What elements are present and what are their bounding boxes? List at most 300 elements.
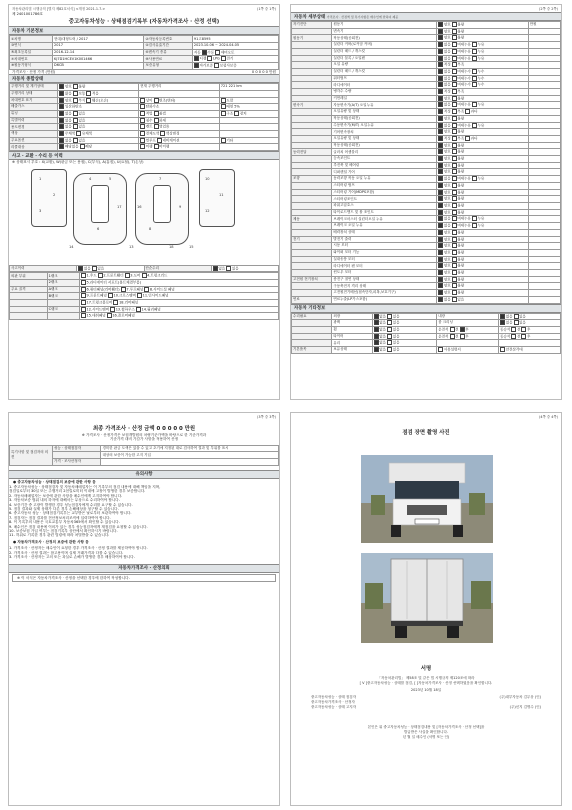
table-row bbox=[292, 243, 561, 250]
unchecked-box-icon bbox=[140, 104, 145, 109]
item-status: 양호 불량 bbox=[437, 95, 528, 102]
checked-box-icon bbox=[59, 84, 64, 89]
unchecked-box-icon bbox=[140, 131, 145, 136]
table-row bbox=[292, 109, 561, 116]
checked-box-icon bbox=[438, 196, 443, 201]
panel-rank: 2랭크 bbox=[47, 279, 79, 286]
checked-box-icon bbox=[438, 169, 443, 174]
item-label: 윈도우 모터 bbox=[332, 270, 437, 277]
notice-line: 6. 중고자동차 성능 · 상태점검기록부는 교부받은 날로부터 보관하여야 합니다. bbox=[9, 511, 132, 516]
panel-number: 2 bbox=[53, 192, 56, 197]
unchecked-box-icon bbox=[215, 50, 220, 55]
unchecked-box-icon bbox=[452, 22, 457, 27]
price-col bbox=[528, 176, 560, 183]
item-status: 없음 미세누유 누유 bbox=[437, 55, 528, 62]
checked-box-icon bbox=[438, 297, 443, 302]
item-status: 적정 부족 과다 bbox=[437, 135, 528, 142]
unchecked-box-icon bbox=[452, 277, 457, 282]
item-extra bbox=[219, 117, 278, 124]
unchecked-box-icon bbox=[73, 118, 78, 123]
item-detail: 전체도색 색상변경 bbox=[139, 131, 220, 138]
unchecked-box-icon bbox=[452, 29, 457, 34]
item-detail: 내장 bbox=[437, 313, 499, 320]
checked-box-icon bbox=[438, 210, 443, 215]
checked-box-icon bbox=[438, 62, 443, 67]
price-col bbox=[528, 48, 560, 55]
item-status: 없음 미세누유 누유 bbox=[437, 176, 528, 183]
panel-number: 1 bbox=[39, 176, 42, 181]
item-detail: 상이 변조(변타) bbox=[139, 97, 220, 104]
panel-number: 9 bbox=[179, 204, 182, 209]
overall-status-table bbox=[9, 83, 279, 151]
panel-number: 18 bbox=[169, 244, 174, 249]
item-extra bbox=[219, 131, 278, 138]
detail-status-note: 가격조사 · 산정액 및 특기사항은 매수인에 한하여 제공 bbox=[326, 14, 399, 19]
price-col bbox=[528, 75, 560, 82]
table-row bbox=[292, 95, 561, 102]
price-col bbox=[528, 223, 560, 230]
table-row bbox=[292, 189, 561, 196]
item-label: 발전기 출력 bbox=[332, 236, 437, 243]
item-status: 없음 미세누유 누유 bbox=[437, 216, 528, 223]
notice-title: ● 중고자동차성능 · 상태점검의 보증에 관한 사항 등 bbox=[13, 479, 96, 484]
unchecked-box-icon bbox=[452, 156, 457, 161]
table-row bbox=[10, 144, 279, 151]
table-row bbox=[292, 326, 561, 333]
role-value bbox=[101, 459, 279, 466]
field-value: 자가보증 보험사보증 bbox=[192, 63, 278, 70]
page-count: (4쪽 중 4쪽) bbox=[539, 415, 558, 419]
item-status: 없음 미세누유 누유 bbox=[437, 102, 528, 109]
item-label: 스티어링 펌프 bbox=[332, 182, 437, 189]
item-label: 실린더 커버(로커암 커버) bbox=[332, 42, 437, 49]
unchecked-box-icon bbox=[154, 124, 159, 129]
checked-box-icon bbox=[59, 131, 64, 136]
unchecked-box-icon bbox=[452, 82, 457, 87]
table-row bbox=[292, 276, 561, 283]
accident-legend-table bbox=[9, 265, 279, 273]
table-row bbox=[292, 129, 561, 136]
price-col bbox=[528, 283, 560, 290]
device-group bbox=[292, 256, 332, 263]
item-label: 라디에이터 bbox=[332, 82, 437, 89]
panel-group: 외판 부위 bbox=[10, 273, 48, 280]
basic-info-table bbox=[9, 35, 279, 69]
item-label: 브레이크 오일 누유 bbox=[332, 223, 437, 230]
device-group bbox=[292, 283, 332, 290]
unchecked-box-icon bbox=[452, 216, 457, 221]
confirm-line: 발급받은 사실을 확인합니다. bbox=[404, 729, 448, 734]
field-value: 자동 수동 세미오토 bbox=[192, 49, 278, 56]
item-detail: 이행 미이행 bbox=[139, 144, 220, 151]
panel-number: 8 bbox=[149, 226, 152, 231]
group-label: 기본품목 bbox=[292, 347, 332, 354]
table-row bbox=[292, 290, 561, 297]
device-group bbox=[292, 89, 332, 96]
unchecked-box-icon bbox=[142, 273, 147, 278]
item-label: 용도변경 bbox=[10, 124, 58, 131]
table-row bbox=[10, 84, 279, 91]
unchecked-box-icon bbox=[465, 109, 470, 114]
item-detail: 탄화수소 bbox=[139, 104, 220, 111]
table-row bbox=[292, 182, 561, 189]
field-value: 2023.10.06 ~ 2024.04.05 bbox=[192, 43, 278, 50]
detail-status-bar bbox=[291, 12, 561, 21]
item-extra: 기타 bbox=[219, 137, 278, 144]
unchecked-box-icon bbox=[452, 210, 457, 215]
device-group bbox=[292, 209, 332, 216]
unchecked-box-icon bbox=[214, 63, 219, 68]
checked-box-icon bbox=[500, 314, 505, 319]
item-label: 실내송풍 모터 bbox=[332, 256, 437, 263]
table-row bbox=[292, 209, 561, 216]
unchecked-box-icon bbox=[452, 123, 457, 128]
price-col bbox=[528, 28, 560, 35]
checked-box-icon bbox=[374, 320, 379, 325]
unchecked-box-icon bbox=[221, 56, 226, 61]
device-group: 전기 bbox=[292, 236, 332, 243]
item-label: 색상 bbox=[10, 131, 58, 138]
unchecked-box-icon bbox=[450, 327, 455, 332]
unchecked-box-icon bbox=[125, 273, 130, 278]
device-group bbox=[292, 28, 332, 35]
unchecked-box-icon bbox=[140, 111, 145, 116]
item-label: 타이로드엔드 및 볼 조인트 bbox=[332, 209, 437, 216]
price-sub-line: ※ 가격조사 · 산정가격은 보험개발원의 차량기준가액을 바탕으로 한 기준가격과 bbox=[81, 433, 207, 437]
checked-box-icon bbox=[438, 129, 443, 134]
unchecked-box-icon bbox=[73, 111, 78, 116]
special-notes-table bbox=[9, 445, 279, 466]
unchecked-box-icon bbox=[110, 307, 115, 312]
device-group: 자기진단 bbox=[292, 22, 332, 29]
device-group bbox=[292, 223, 332, 230]
panel-group bbox=[10, 279, 48, 286]
notice2-title: ● 자동차가격조사 · 산정의 보증에 관한 사항 등 bbox=[13, 539, 89, 544]
checked-box-icon bbox=[438, 183, 443, 188]
panel-number: 16 bbox=[137, 204, 142, 209]
panel-rank bbox=[47, 300, 79, 307]
checked-box-icon bbox=[460, 327, 465, 332]
item-label: 클러치 어셈블리 bbox=[332, 149, 437, 156]
price-col bbox=[528, 229, 560, 236]
unchecked-box-icon bbox=[387, 340, 392, 345]
checked-box-icon bbox=[438, 149, 443, 154]
vehicle-diagram bbox=[9, 165, 279, 265]
table-row bbox=[292, 55, 561, 62]
device-group bbox=[292, 122, 332, 129]
unchecked-box-icon bbox=[472, 123, 477, 128]
table-row bbox=[10, 43, 279, 50]
unchecked-box-icon bbox=[511, 334, 516, 339]
unchecked-box-icon bbox=[73, 91, 78, 96]
price-col bbox=[528, 102, 560, 109]
item-extra: 없음 있음 bbox=[499, 313, 561, 320]
checked-box-icon bbox=[438, 96, 443, 101]
notice-line: 점검일로부터 30일 또는 주행거리 2천킬로미터 이내에 고장이 발생한 경우 보증합니다. bbox=[9, 489, 146, 494]
table-row bbox=[10, 445, 279, 452]
item-label: 동력조향 작동 오일 누유 bbox=[332, 176, 437, 183]
item-label: 특별이력 bbox=[10, 117, 58, 124]
checked-box-icon bbox=[213, 266, 218, 271]
signer-role: 중고자동차가격조사 · 산정자 bbox=[311, 700, 355, 705]
legend-value: 없음 있음 bbox=[77, 265, 144, 272]
unchecked-box-icon bbox=[81, 273, 86, 278]
table-row bbox=[292, 89, 561, 96]
table-row bbox=[10, 90, 279, 97]
device-group bbox=[292, 169, 332, 176]
item-label: 주행거리 상태 bbox=[10, 90, 58, 97]
item-detail: 운전석 전 후 bbox=[437, 333, 499, 340]
device-group bbox=[292, 243, 332, 250]
notice-line: 5. 점검 결과와 실제 상태가 다른 경우 손해배상을 청구할 수 있습니다. bbox=[9, 507, 119, 512]
item-label: 외장 bbox=[332, 313, 372, 320]
panel-table bbox=[9, 272, 279, 320]
price-col bbox=[528, 249, 560, 256]
table-row bbox=[10, 313, 279, 320]
item-status: 양호 불량 bbox=[437, 256, 528, 263]
unchecked-box-icon bbox=[140, 98, 145, 103]
panel-number: 11 bbox=[219, 192, 224, 197]
price-col bbox=[528, 243, 560, 250]
signer-role: 중고자동차성능 · 상태 점검자 bbox=[311, 695, 357, 700]
role-label: 가격 · 조사산정자 bbox=[53, 459, 101, 466]
unchecked-box-icon bbox=[144, 287, 149, 292]
unchecked-box-icon bbox=[387, 334, 392, 339]
role-label bbox=[53, 452, 101, 459]
panel-number: 14 bbox=[69, 244, 74, 249]
device-group bbox=[292, 109, 332, 116]
item-extra: 안전삼각대 bbox=[499, 347, 561, 354]
unchecked-box-icon bbox=[73, 84, 78, 89]
item-status: 양호 불량 bbox=[437, 236, 528, 243]
unchecked-box-icon bbox=[136, 307, 141, 312]
overall-status-bar: 자동차 종합상태 bbox=[9, 74, 279, 83]
item-status: 없음 있음 bbox=[372, 347, 437, 354]
unchecked-box-icon bbox=[387, 320, 392, 325]
field-label: ⑨원동기형식 bbox=[10, 63, 53, 70]
unchecked-box-icon bbox=[81, 287, 86, 292]
unchecked-box-icon bbox=[81, 313, 86, 318]
field-label: ③연식 bbox=[10, 43, 53, 50]
unchecked-box-icon bbox=[472, 82, 477, 87]
item-status: 양호 불량 bbox=[437, 28, 528, 35]
panel-rank: B랭크 bbox=[47, 293, 79, 300]
page-count: (1쪽 중 1쪽) bbox=[257, 7, 276, 11]
table-row bbox=[292, 149, 561, 156]
item-label: 추진축 및 베어링 bbox=[332, 162, 437, 169]
item-status: 없음 있음 bbox=[58, 137, 139, 144]
checked-box-icon bbox=[59, 118, 64, 123]
item-extra: 동승석 전 후 bbox=[499, 333, 561, 340]
page-header bbox=[9, 413, 279, 420]
checked-box-icon bbox=[500, 320, 505, 325]
checked-box-icon bbox=[374, 327, 379, 332]
panel-group bbox=[10, 313, 48, 320]
item-status: 없음 있음 bbox=[372, 313, 437, 320]
item-detail: 현재 주행거리 bbox=[139, 84, 220, 91]
table-row bbox=[10, 49, 279, 56]
page-title: 중고자동차성능 · 상태점검기록부 (자동차가격조사 · 산정 선택) bbox=[68, 19, 220, 26]
table-row bbox=[292, 202, 561, 209]
table-row bbox=[10, 97, 279, 104]
unchecked-box-icon bbox=[521, 327, 526, 332]
device-group bbox=[292, 115, 332, 122]
unchecked-box-icon bbox=[81, 307, 86, 312]
checked-box-icon bbox=[59, 138, 64, 143]
device-group: 고전원 전기장치 bbox=[292, 276, 332, 283]
table-row bbox=[10, 293, 279, 300]
unchecked-box-icon bbox=[452, 109, 457, 114]
legend-label: 단순수리 bbox=[144, 265, 211, 272]
item-status: 양호 불량 bbox=[437, 263, 528, 270]
panel-items: 17.트렁크플로어 18.리어패널 bbox=[79, 300, 278, 307]
checked-box-icon bbox=[59, 144, 64, 149]
checked-box-icon bbox=[438, 176, 443, 181]
table-row bbox=[10, 131, 279, 138]
checked-box-icon bbox=[438, 123, 443, 128]
price-col: 만원 bbox=[528, 22, 560, 29]
unchecked-box-icon bbox=[472, 76, 477, 81]
checked-box-icon bbox=[59, 98, 64, 103]
item-label: 등속조인트 bbox=[332, 156, 437, 163]
device-group bbox=[292, 75, 332, 82]
price-col bbox=[528, 296, 560, 303]
panel-rank: C랭크 bbox=[47, 306, 79, 313]
checked-box-icon bbox=[438, 277, 443, 282]
item-label: 스티어링조인트 bbox=[332, 196, 437, 203]
table-row bbox=[292, 162, 561, 169]
price-col bbox=[528, 42, 560, 49]
checked-box-icon bbox=[438, 257, 443, 262]
item-label: 작동상태(공회전) bbox=[332, 115, 437, 122]
unchecked-box-icon bbox=[81, 293, 86, 298]
table-row bbox=[292, 62, 561, 69]
unchecked-box-icon bbox=[157, 138, 162, 143]
item-status: 없음 미세누유 누유 bbox=[437, 223, 528, 230]
checked-box-icon bbox=[438, 243, 443, 248]
item-label: 주행거리 및 계기상태 bbox=[10, 84, 58, 91]
unchecked-box-icon bbox=[92, 266, 97, 271]
device-group bbox=[292, 196, 332, 203]
checked-box-icon bbox=[194, 56, 199, 61]
checked-box-icon bbox=[438, 136, 443, 141]
page-2-detail-status bbox=[290, 4, 562, 400]
table-row bbox=[292, 35, 561, 42]
panel-group bbox=[10, 306, 48, 313]
unchecked-box-icon bbox=[86, 91, 91, 96]
unchecked-box-icon bbox=[221, 104, 226, 109]
price-col bbox=[528, 82, 560, 89]
item-status: 양호 불량 bbox=[437, 156, 528, 163]
table-row bbox=[292, 122, 561, 129]
device-group bbox=[292, 182, 332, 189]
field-value: D6CB bbox=[53, 63, 144, 70]
item-label: 유리 bbox=[332, 340, 372, 347]
checked-box-icon bbox=[438, 102, 443, 107]
notice-line: 10. 보증보험 가입 여부는 점검기록부 상단에서 확인하시기 바랍니다. bbox=[9, 529, 118, 534]
checked-box-icon bbox=[438, 237, 443, 242]
basic-info-bar: 자동차 기본정보 bbox=[9, 26, 279, 35]
price-col bbox=[528, 263, 560, 270]
notice-line: 8. 이 기록부의 내용은 국토교통부 자동차365에서 확인할 수 있습니다. bbox=[9, 520, 120, 525]
price-col bbox=[528, 256, 560, 263]
confirm-line: 년 월 일 매수인 (서명 또는 인) bbox=[402, 734, 450, 739]
unchecked-box-icon bbox=[472, 102, 477, 107]
unchecked-box-icon bbox=[452, 196, 457, 201]
table-row bbox=[292, 340, 561, 347]
unchecked-box-icon bbox=[452, 230, 457, 235]
unchecked-box-icon bbox=[452, 250, 457, 255]
role-label: 성능 · 상태점검자 bbox=[53, 445, 101, 452]
checked-box-icon bbox=[438, 143, 443, 148]
item-status: 적정 부족 bbox=[437, 62, 528, 69]
device-group bbox=[292, 290, 332, 297]
other-info-table bbox=[291, 313, 561, 354]
unchecked-box-icon bbox=[221, 111, 226, 116]
field-label: ⑦차대번호 bbox=[10, 56, 53, 63]
item-extra bbox=[219, 144, 278, 151]
item-label: 작동상태(공회전) bbox=[332, 35, 437, 42]
item-status: 많음 보통 적음 bbox=[58, 90, 139, 97]
unchecked-box-icon bbox=[452, 223, 457, 228]
footer-line: ※ 이 서식은 자동차가격조사 · 산정을 선택한 경우에 한하여 작성합니다. bbox=[12, 574, 276, 582]
table-row bbox=[292, 82, 561, 89]
panel-items: 1.후드 2.프론트휀더 3.도어 4.트렁크리드 bbox=[79, 273, 278, 280]
unchecked-box-icon bbox=[452, 102, 457, 107]
item-status: 양호 불량 bbox=[437, 270, 528, 277]
checked-box-icon bbox=[194, 63, 199, 68]
item-extra: 없음 있음 bbox=[499, 320, 561, 327]
unchecked-box-icon bbox=[107, 313, 112, 318]
device-group bbox=[292, 42, 332, 49]
unchecked-box-icon bbox=[154, 118, 159, 123]
item-status: 양호 불량 bbox=[437, 243, 528, 250]
page-header bbox=[291, 5, 561, 12]
item-label: 라디에이터 팬 모터 bbox=[332, 263, 437, 270]
field-value: 현대/대형트럭 / 2017 bbox=[53, 36, 144, 43]
table-row bbox=[292, 223, 561, 230]
field-value: KJ7D1HCEV1K001466 bbox=[53, 56, 144, 63]
unchecked-box-icon bbox=[73, 98, 78, 103]
table-row bbox=[10, 273, 279, 280]
panel-number: 7 bbox=[159, 176, 162, 181]
unchecked-box-icon bbox=[73, 138, 78, 143]
confirm-line: 본인은 위 중고자동차성능 · 상태점검내용 및 [자동차가격조사 · 산정 선택]을 bbox=[367, 724, 485, 729]
checked-box-icon bbox=[438, 283, 443, 288]
unchecked-box-icon bbox=[140, 138, 145, 143]
table-row bbox=[10, 117, 279, 124]
notice2-line: 1. 가격조사 · 산정자는 매수인이 요청한 경우 가격조사 · 산정 결과를 제공하여야 합니다. bbox=[9, 546, 148, 551]
unchecked-box-icon bbox=[452, 129, 457, 134]
unchecked-box-icon bbox=[140, 124, 145, 129]
price-col bbox=[528, 35, 560, 42]
unchecked-box-icon bbox=[154, 111, 159, 116]
device-group bbox=[292, 82, 332, 89]
checked-box-icon bbox=[374, 340, 379, 345]
detail-status-title: 자동차 세부상태 bbox=[294, 14, 326, 20]
item-status: 없음 미세누유 누유 bbox=[437, 48, 528, 55]
item-extra bbox=[499, 340, 561, 347]
unchecked-box-icon bbox=[452, 116, 457, 121]
checked-box-icon bbox=[438, 49, 443, 54]
table-row bbox=[10, 137, 279, 144]
notice-line: 3. 자동차보증 범위 내의 하자에 대해서는 무상으로 수리하여야 합니다. bbox=[9, 498, 120, 503]
checked-box-icon bbox=[438, 42, 443, 47]
page-3-price-and-notices bbox=[8, 412, 280, 806]
unchecked-box-icon bbox=[452, 283, 457, 288]
unchecked-box-icon bbox=[472, 49, 477, 54]
signer-name: (주)신지 김명수 (인) bbox=[509, 705, 541, 710]
